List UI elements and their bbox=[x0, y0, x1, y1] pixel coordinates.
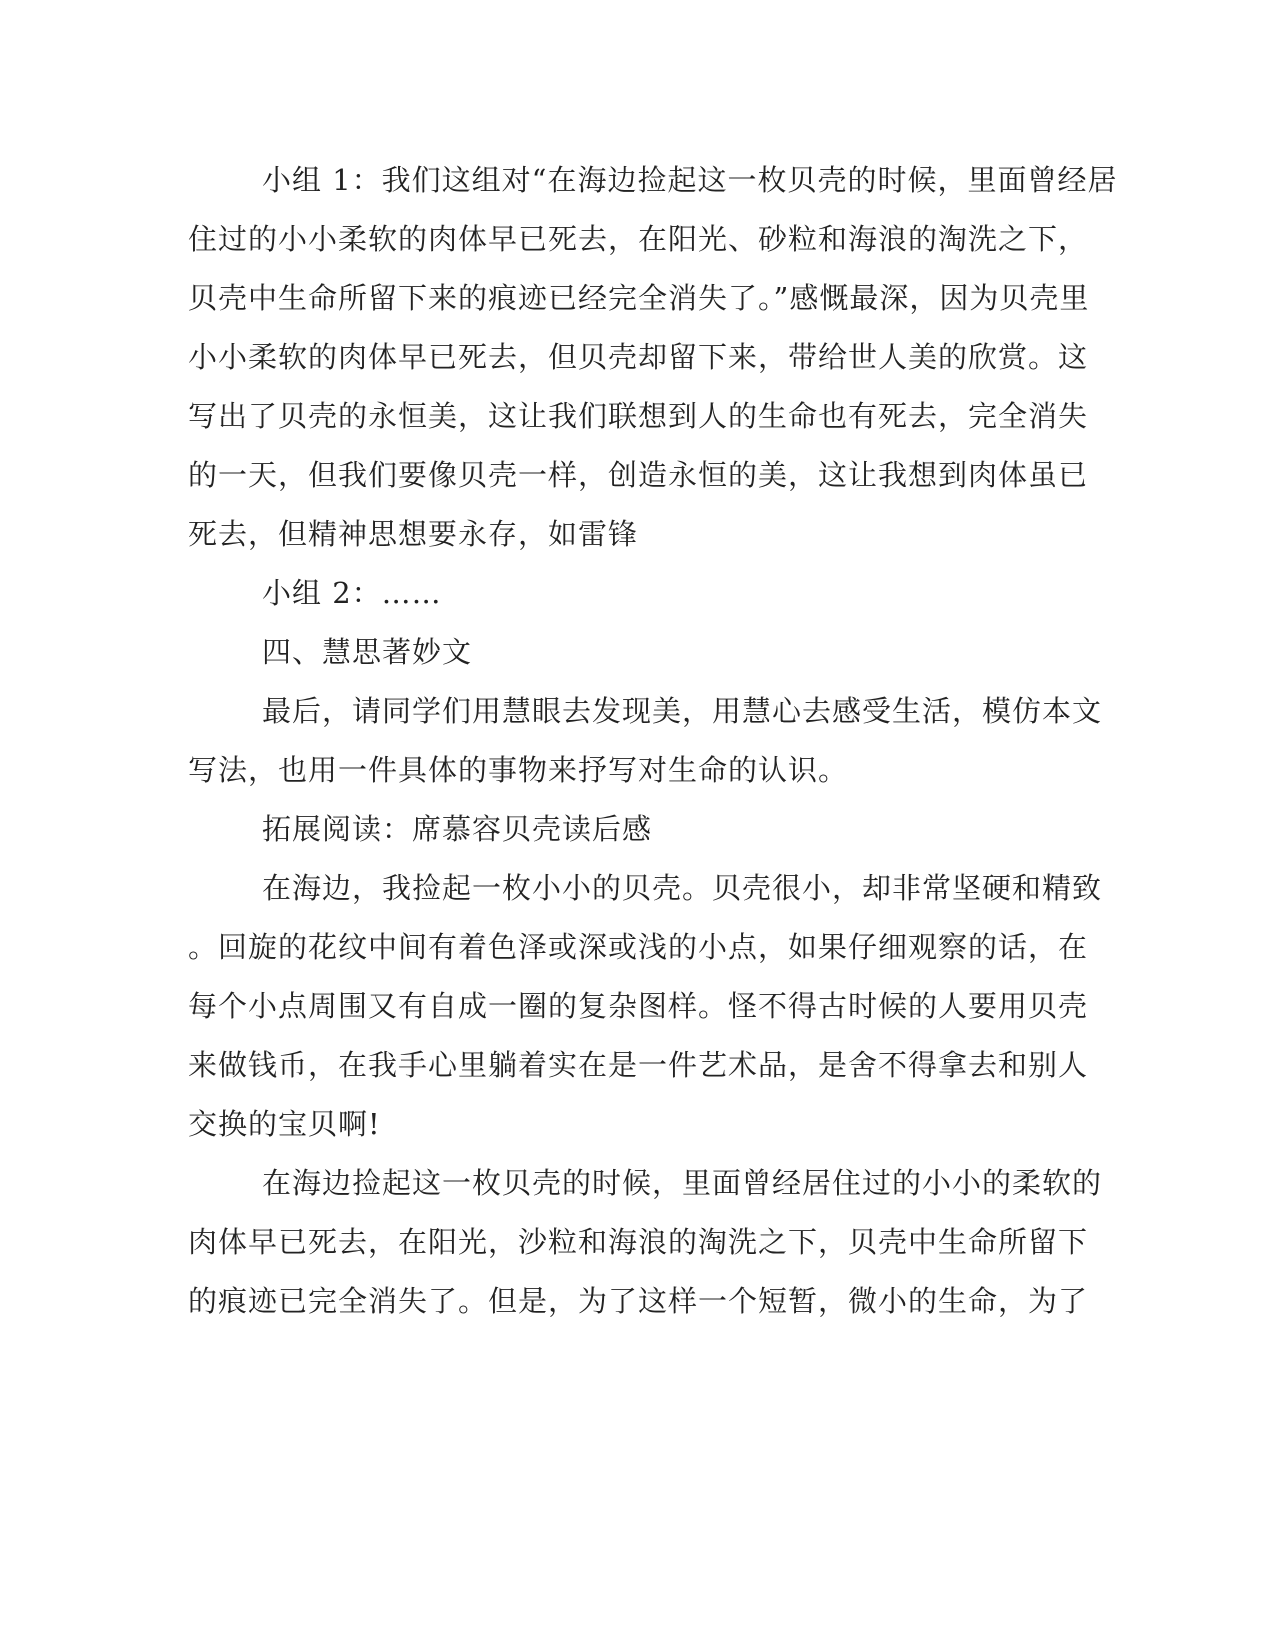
text-line: 交换的宝贝啊! bbox=[188, 1107, 381, 1141]
text-line: 的一天，但我们要像贝壳一样，创造永恒的美，这让我想到肉体虽已 bbox=[188, 458, 1089, 492]
text-line: 住过的小小柔软的肉体早已死去，在阳光、砂粒和海浪的淘洗之下， bbox=[188, 222, 1089, 256]
text-line: 小小柔软的肉体早已死去，但贝壳却留下来，带给世人美的欣赏。这 bbox=[188, 340, 1089, 374]
text-line: 每个小点周围又有自成一圈的复杂图样。怪不得古时候的人要用贝壳 bbox=[188, 989, 1089, 1023]
extended-reading-title: 拓展阅读：席慕容贝壳读后感 bbox=[262, 812, 653, 846]
text-line: 在海边，我捡起一枚小小的贝壳。贝壳很小，却非常坚硬和精致 bbox=[262, 871, 1103, 905]
text-line: 在海边捡起这一枚贝壳的时候，里面曾经居住过的小小的柔软的 bbox=[262, 1166, 1103, 1200]
text-line: 贝壳中生命所留下来的痕迹已经完全消失了。”感慨最深，因为贝壳里 bbox=[188, 281, 1090, 315]
text-line: 肉体早已死去，在阳光，沙粒和海浪的淘洗之下，贝壳中生命所留下 bbox=[188, 1225, 1089, 1259]
text-line: 死去，但精神思想要永存，如雷锋 bbox=[188, 517, 639, 551]
text-line: 写出了贝壳的永恒美，这让我们联想到人的生命也有死去，完全消失 bbox=[188, 399, 1089, 433]
text-line: 。回旋的花纹中间有着色泽或深或浅的小点，如果仔细观察的话，在 bbox=[188, 930, 1089, 964]
text-line: 小组 2：…… bbox=[262, 576, 442, 610]
text-line: 小组 1：我们这组对“在海边捡起这一枚贝壳的时候，里面曾经居 bbox=[262, 163, 1118, 197]
text-line: 的痕迹已完全消失了。但是，为了这样一个短暂，微小的生命，为了 bbox=[188, 1284, 1089, 1318]
text-line: 最后，请同学们用慧眼去发现美，用慧心去感受生活，模仿本文 bbox=[262, 694, 1103, 728]
text-line: 写法，也用一件具体的事物来抒写对生命的认识。 bbox=[188, 753, 849, 787]
text-line: 来做钱币，在我手心里躺着实在是一件艺术品，是舍不得拿去和别人 bbox=[188, 1048, 1089, 1082]
section-heading: 四、慧思著妙文 bbox=[262, 635, 473, 669]
